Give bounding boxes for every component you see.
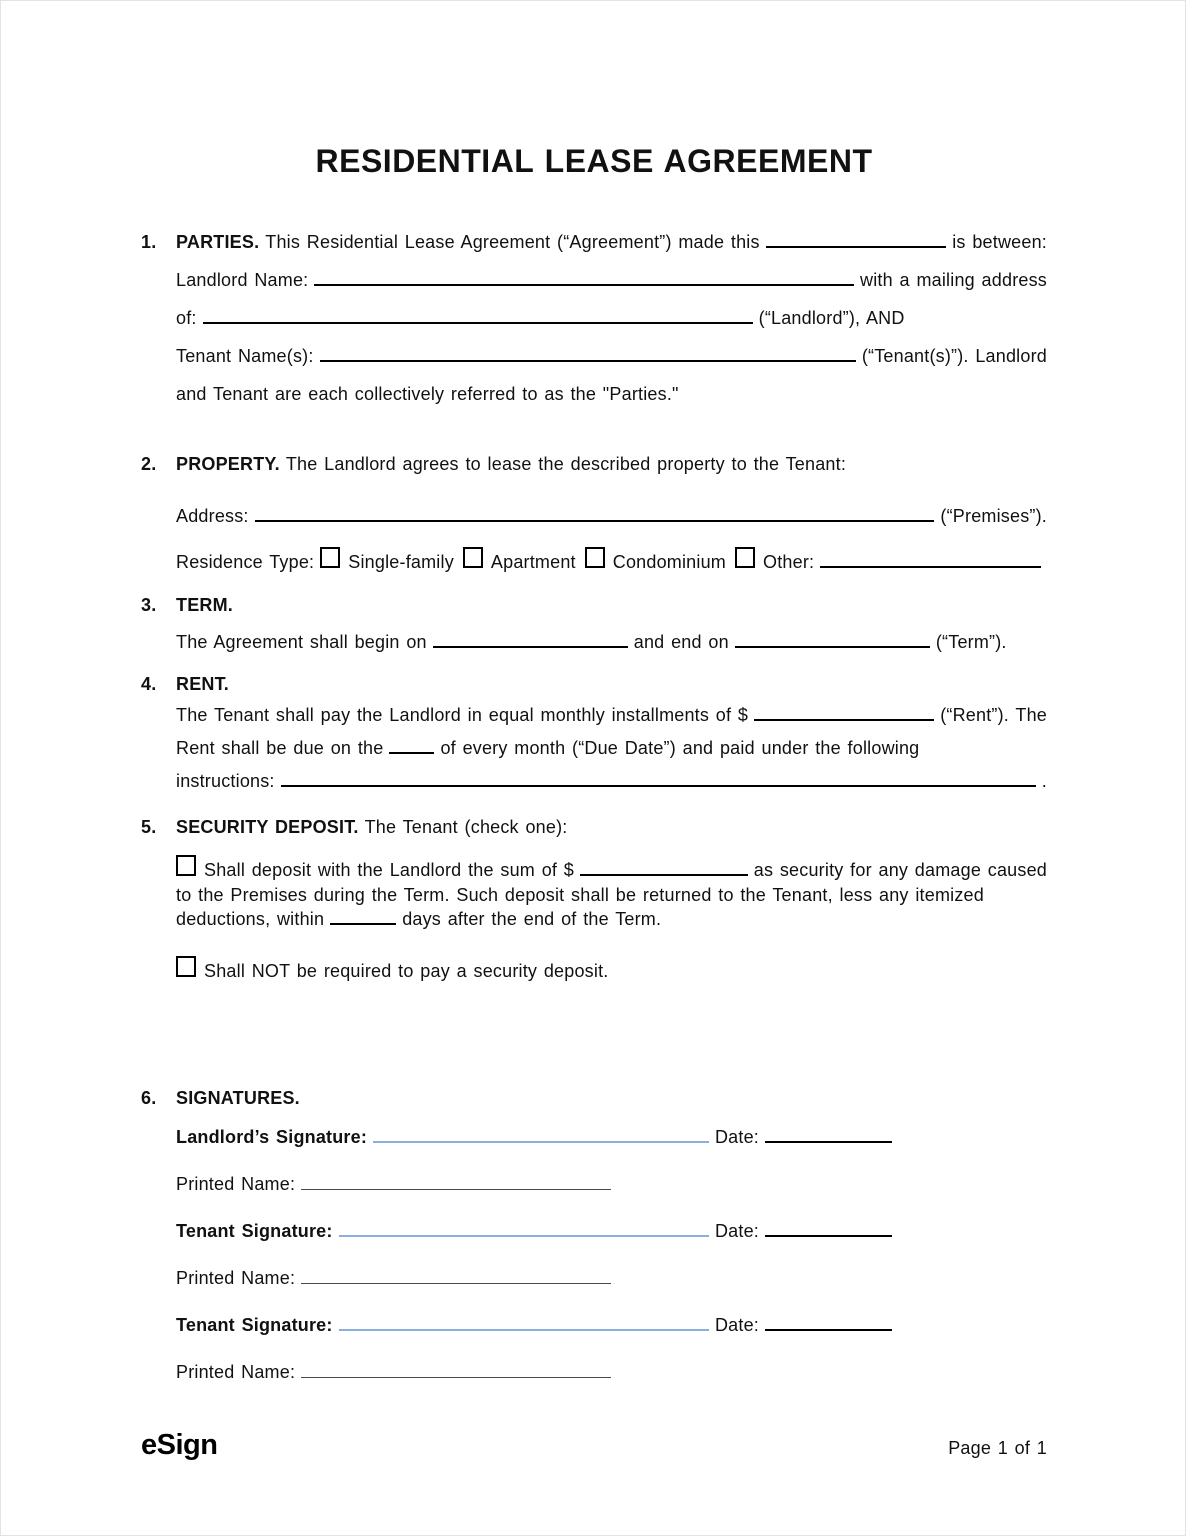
esign-logo: eSign	[141, 1429, 218, 1461]
section-signatures	[141, 1079, 1047, 1384]
section-number: 4.	[141, 674, 157, 694]
parties-intro-text: This Residential Lease Agreement (“Agreement”) made this	[265, 232, 760, 252]
deductions-text: deductions, within	[176, 909, 325, 929]
page-title: RESIDENTIAL LEASE AGREEMENT	[315, 143, 873, 179]
section-number: 3.	[141, 595, 157, 615]
residence-type-label: Residence Type:	[176, 552, 315, 572]
tenant-name-suffix: (“Tenant(s)”). Landlord	[861, 346, 1047, 366]
tenant-signature-label: Tenant Signature:	[176, 1221, 333, 1241]
address-suffix: (“Premises”).	[940, 506, 1047, 526]
parties-closing-text: and Tenant are each collectively referred to as the "Parties."	[176, 384, 679, 404]
printed-name-label: Printed Name:	[176, 1268, 296, 1288]
deposit-option-suffix: as security for any damage caused	[753, 860, 1047, 880]
other-checkbox[interactable]	[735, 547, 755, 568]
section-heading: TERM.	[176, 595, 233, 615]
tenant1-signature-line[interactable]	[339, 1219, 709, 1237]
landlord-name-blank[interactable]	[314, 268, 854, 286]
no-deposit-option-text: Shall NOT be required to pay a security deposit.	[204, 960, 609, 981]
tenant-name-blank[interactable]	[320, 344, 856, 362]
payment-instructions-blank[interactable]	[281, 769, 1036, 787]
section-heading: SIGNATURES.	[176, 1088, 300, 1108]
term-suffix-text: (“Term”).	[935, 632, 1007, 652]
deposit-amount-blank[interactable]	[580, 858, 748, 876]
tenant-name-label: Tenant Name(s):	[176, 346, 314, 366]
term-start-date-blank[interactable]	[433, 630, 628, 648]
deduction-days-blank[interactable]	[330, 907, 396, 925]
section-heading: SECURITY DEPOSIT.	[176, 817, 359, 837]
printed-name-label: Printed Name:	[176, 1362, 296, 1382]
term-middle-text: and end on	[633, 632, 729, 652]
apartment-checkbox[interactable]	[463, 547, 483, 568]
other-option-label: Other:	[763, 552, 815, 572]
page-footer	[141, 1429, 1047, 1462]
shall-deposit-checkbox[interactable]	[176, 855, 196, 876]
apartment-option-label: Apartment	[490, 552, 576, 572]
landlord-printed-name-line[interactable]	[301, 1173, 611, 1190]
instructions-label: instructions:	[176, 771, 275, 791]
section-number: 2.	[141, 454, 157, 474]
rent-line1-text: The Tenant shall pay the Landlord in equal monthly installments of $	[176, 705, 749, 725]
deposit-option-line2: to the Premises during the Term. Such deposit shall be returned to the Tenant, less any itemized	[176, 884, 984, 905]
date-label: Date:	[714, 1221, 759, 1241]
tenant1-printed-name-line[interactable]	[301, 1267, 611, 1284]
date-label: Date:	[714, 1127, 759, 1147]
section-term	[141, 587, 1047, 661]
section-number: 5.	[141, 817, 157, 837]
section-parties	[141, 223, 1047, 413]
tenant2-date-line[interactable]	[765, 1313, 892, 1331]
landlord-name-label: Landlord Name:	[176, 270, 309, 290]
landlord-signature-line[interactable]	[373, 1125, 709, 1143]
landlord-date-line[interactable]	[765, 1125, 892, 1143]
address-blank[interactable]	[255, 504, 935, 522]
condominium-checkbox[interactable]	[585, 547, 605, 568]
tenant1-date-line[interactable]	[765, 1219, 892, 1237]
single-family-checkbox[interactable]	[320, 547, 340, 568]
rent-due-text: Rent shall be due on the	[176, 738, 384, 758]
section-heading: PARTIES.	[176, 232, 260, 252]
section-number: 6.	[141, 1088, 157, 1108]
term-end-date-blank[interactable]	[735, 630, 930, 648]
landlord-name-suffix: with a mailing address	[860, 270, 1047, 290]
landlord-signature-label: Landlord’s Signature:	[176, 1127, 368, 1147]
rent-due-suffix: of every month (“Due Date”) and paid under the following	[440, 738, 920, 758]
term-begin-text: The Agreement shall begin on	[176, 632, 427, 652]
property-intro-text: The Landlord agrees to lease the described property to the Tenant:	[285, 454, 847, 474]
section-heading: PROPERTY.	[176, 454, 280, 474]
parties-intro-suffix: is between:	[952, 232, 1047, 252]
section-heading: RENT.	[176, 674, 230, 694]
date-label: Date:	[714, 1315, 759, 1335]
made-this-date-blank[interactable]	[766, 230, 947, 248]
condominium-option-label: Condominium	[612, 552, 726, 572]
due-day-blank[interactable]	[389, 736, 434, 754]
tenant2-printed-name-line[interactable]	[301, 1361, 611, 1378]
page-number-label: Page 1 of 1	[948, 1438, 1047, 1458]
no-deposit-checkbox[interactable]	[176, 956, 196, 977]
rent-line1-suffix: (“Rent”). The	[940, 705, 1047, 725]
section-number: 1.	[141, 232, 157, 252]
printed-name-label: Printed Name:	[176, 1174, 296, 1194]
address-label: Address:	[176, 506, 249, 526]
tenant-signature-label: Tenant Signature:	[176, 1315, 333, 1335]
mailing-address-label: of:	[176, 308, 197, 328]
tenant2-signature-line[interactable]	[339, 1313, 709, 1331]
mailing-address-blank[interactable]	[203, 306, 753, 324]
section-property	[141, 445, 1047, 581]
section-rent	[141, 669, 1047, 798]
mailing-address-suffix: (“Landlord”), AND	[758, 308, 905, 328]
deductions-suffix: days after the end of the Term.	[402, 909, 662, 929]
other-residence-blank[interactable]	[820, 550, 1041, 568]
deposit-option-text: Shall deposit with the Landlord the sum of $	[204, 860, 575, 880]
single-family-option-label: Single-family	[348, 552, 454, 572]
security-intro-text: The Tenant (check one):	[364, 817, 568, 837]
rent-amount-blank[interactable]	[754, 703, 934, 721]
instructions-period: .	[1041, 771, 1047, 791]
section-security-deposit	[141, 808, 1047, 983]
